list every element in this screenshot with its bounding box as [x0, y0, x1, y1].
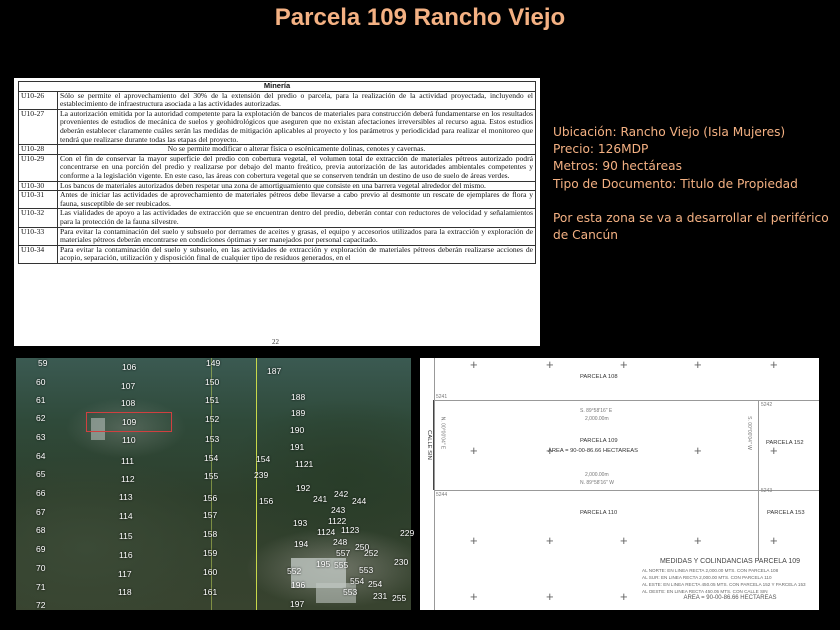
- parcel-number-label: 115: [119, 531, 133, 541]
- parcel-number-label: 151: [205, 395, 220, 405]
- parcel-number-label: 66: [36, 488, 46, 498]
- parcel-number-label: 149: [206, 358, 221, 368]
- parcel-number-label: 106: [122, 362, 137, 372]
- rule-text: Con el fin de conservar la mayor superficie del predio con cobertura vegetal, el volumen total de extracción de materiales pétreos autorizado podrá concentrarse en una porción del predio y realizarse por debajo del manto freático, previa autorización de las autoridades ambientales competentes y conforme a la legislación vigente. En este caso, las áreas con cobertura vegetal que se conserven tendrán un destino de uso de suelo de áreas verdes.: [58, 154, 536, 181]
- parcel-number-label: 116: [119, 550, 133, 560]
- parcel-number-label: 254: [368, 579, 383, 589]
- grid-marker-icon: +: [770, 443, 778, 458]
- note-line: AL ESTE: EN LINEA RECTA 450.05 MTS. CON PARCELA 152 Y PARCELA 153: [642, 582, 806, 587]
- parcel-number-label: 553: [359, 565, 374, 575]
- grid-marker-icon: +: [770, 533, 778, 548]
- plan-line: [434, 400, 819, 401]
- rule-code: U10-34: [19, 245, 58, 263]
- parcel-number-label: 244: [352, 496, 367, 506]
- measurements-notes: [642, 558, 818, 602]
- table-row: [19, 91, 536, 109]
- rule-code: U10-31: [19, 191, 58, 209]
- parcel-number-label: 152: [205, 414, 220, 424]
- parcel-number-label: 255: [392, 593, 407, 603]
- parcel-number-label: 157: [203, 510, 218, 520]
- table-row: [19, 209, 536, 227]
- parcel-number-label: 154: [204, 453, 219, 463]
- parcel-number-label: 230: [394, 557, 409, 567]
- parcel-number-label: 241: [313, 494, 328, 504]
- parcel-number-label: 60: [36, 377, 46, 387]
- parcel-number-label: 553: [343, 587, 358, 597]
- parcel-number-label: 108: [121, 398, 136, 408]
- page-number: 22: [272, 338, 279, 346]
- distance-top: 2,000.00m: [585, 416, 609, 422]
- parcel-number-label: 1121: [295, 459, 314, 469]
- regulations-table: [18, 81, 536, 264]
- parcel-109-area: AREA = 90-00-86.66 HECTAREAS: [548, 448, 638, 454]
- parcel-number-label: 252: [364, 548, 379, 558]
- rule-text: Antes de iniciar las actividades de aprovechamiento de materiales pétreos debe llevarse a cabo previo al desmonte un rescate de ejemplares de flora y fauna, susceptible de ser reubicados.: [58, 191, 536, 209]
- table-row: [19, 154, 536, 181]
- parcel-number-label: 1124: [317, 527, 336, 537]
- marker-5241: 5241: [436, 394, 448, 400]
- property-info: [553, 124, 838, 244]
- note-line: AL OESTE: EN LINEA RECTA 450.05 MTS. CON CALLE SIN: [642, 589, 768, 594]
- parcel-number-label: 59: [38, 358, 48, 368]
- parcel-number-label: 110: [122, 435, 136, 445]
- parcel-number-label: 68: [36, 525, 46, 535]
- boundary-line: [256, 358, 257, 610]
- parcel-number-label: 72: [36, 600, 46, 610]
- note-line: AL NORTE: EN LINEA RECTA 2,000.00 MTS. CON PARCELA 108: [642, 568, 779, 573]
- table-row: [19, 245, 536, 263]
- bearing-top: S. 89°58'16" E: [580, 408, 613, 414]
- plan-line: [433, 400, 434, 490]
- bearing-left: N. 00°00'04" E: [439, 416, 446, 450]
- parcel-number-label: 63: [36, 432, 46, 442]
- rule-text: Las vialidades de apoyo a las actividades de extracción que se encuentran dentro del predio, deberán contar con reductores de velocidad y señalamientos para la protección de la fauna silvestre.: [58, 209, 536, 227]
- parcel-number-label: 195: [316, 559, 331, 569]
- table-row: [19, 145, 536, 155]
- marker-5243: 5243: [761, 488, 773, 494]
- grid-marker-icon: +: [546, 443, 554, 458]
- rule-code: U10-33: [19, 227, 58, 245]
- parcel-number-label: 189: [291, 408, 306, 418]
- marker-5244: 5244: [436, 492, 448, 498]
- plan-line: [758, 400, 759, 560]
- parcel-number-label: 65: [36, 469, 46, 479]
- rule-code: U10-29: [19, 154, 58, 181]
- grid-marker-icon: +: [620, 589, 628, 604]
- parcel-number-label: 188: [291, 392, 306, 402]
- notes-title: MEDIDAS Y COLINDANCIAS PARCELA 109: [659, 558, 801, 565]
- parcel-153-label: PARCELA 153: [767, 510, 805, 516]
- parcel-number-label: 248: [333, 537, 348, 547]
- plan-line: [434, 358, 435, 610]
- grid-marker-icon: +: [470, 533, 478, 548]
- bearing-bottom: N. 89°58'16" W: [580, 480, 614, 486]
- note-line: AL SUR: EN LINEA RECTA 2,000.00 MTS. CON PARCELA 110: [642, 575, 772, 580]
- satellite-map: [16, 358, 415, 610]
- parcel-110-label: PARCELA 110: [580, 510, 618, 516]
- parcel-number-label: 554: [350, 576, 365, 586]
- table-row: [19, 109, 536, 144]
- parcel-109-label: PARCELA 109: [580, 438, 618, 444]
- parcel-number-label: 109: [122, 417, 137, 427]
- parcel-number-label: 107: [121, 381, 136, 391]
- parcel-number-label: 1122: [328, 516, 347, 526]
- parcel-number-label: 112: [121, 474, 135, 484]
- rule-text: La autorización emitida por la autoridad competente para la explotación de bancos de materiales para construcción deberá fundamentarse en los resultados provenientes de estudios de mecánica de suelos y geohidrológicos que aseguren que no existan afectaciones irreversibles al recurso agua. Estos estudios deberán establecer claramente cuáles serán las medidas de mitigación aplicables al proyecto y los parámetros y periodicidad para realizar el monitoreo que tendrá que realizarse durante todas las etapas del proyecto.: [58, 109, 536, 144]
- grid-marker-icon: +: [770, 357, 778, 372]
- parcel-number-label: 250: [355, 542, 370, 552]
- grid-marker-icon: +: [546, 533, 554, 548]
- parcel-152-label: PARCELA 152: [766, 440, 804, 446]
- grid-marker-icon: +: [470, 357, 478, 372]
- grid-marker-icon: +: [470, 589, 478, 604]
- parcel-number-label: 154: [256, 454, 271, 464]
- parcel-number-label: 557: [336, 548, 351, 558]
- grid-marker-icon: +: [694, 357, 702, 372]
- parcel-number-label: 552: [287, 566, 302, 576]
- parcel-number-label: 242: [334, 489, 349, 499]
- grid-marker-icon: +: [546, 357, 554, 372]
- rule-text: Para evitar la contaminación del suelo y subsuelo, en las actividades de extracción y exploración de materiales pétreos deberán realizarse acciones de acopio, separación, utilización y disposición final de cualquier tipo de residuos generados, en el: [58, 245, 536, 263]
- rule-text: Sólo se permite el aprovechamiento del 30% de la extensión del predio o parcela, para la realización de la actividad proyectada, incluyendo el establecimiento de infraestructura asociada a las actividades autorizadas.: [58, 91, 536, 109]
- rule-code: U10-27: [19, 109, 58, 144]
- parcel-number-label: 150: [205, 377, 220, 387]
- parcel-number-label: 117: [118, 569, 132, 579]
- parcel-number-label: 160: [203, 567, 218, 577]
- table-header: Minería: [19, 82, 536, 92]
- rule-code: U10-30: [19, 181, 58, 191]
- parcel-number-label: 193: [293, 518, 308, 528]
- rule-code: U10-26: [19, 91, 58, 109]
- parcel-108-label: PARCELA 108: [580, 374, 618, 380]
- parcel-number-label: 69: [36, 544, 46, 554]
- parcel-number-label: 196: [291, 580, 306, 590]
- note-text: Por esta zona se va a desarrollar el periférico de Cancún: [553, 210, 829, 243]
- price-text: Precio: 126MDP: [553, 142, 649, 157]
- parcel-number-label: 159: [203, 548, 218, 558]
- table-row: [19, 227, 536, 245]
- bearing-right: S. 00°00'04" W: [745, 416, 752, 450]
- parcel-number-label: 153: [205, 434, 220, 444]
- document-type-text: Tipo de Documento: Titulo de Propiedad: [553, 176, 798, 191]
- rule-code: U10-32: [19, 209, 58, 227]
- parcel-number-label: 155: [204, 471, 219, 481]
- area-text: Metros: 90 hectáreas: [553, 159, 682, 174]
- parcel-number-label: 111: [121, 456, 134, 466]
- document-image: [14, 78, 540, 346]
- parcel-number-label: 61: [36, 395, 46, 405]
- survey-plan: [420, 358, 819, 610]
- parcel-number-label: 158: [203, 529, 218, 539]
- parcel-number-label: 113: [119, 492, 133, 502]
- parcel-number-label: 555: [334, 560, 349, 570]
- parcel-number-label: 194: [294, 539, 309, 549]
- parcel-number-label: 67: [36, 507, 46, 517]
- location-text: Ubicación: Rancho Viejo (Isla Mujeres): [553, 125, 786, 139]
- parcel-number-label: 192: [296, 483, 311, 493]
- table-row: [19, 191, 536, 209]
- marker-5242: 5242: [761, 402, 773, 408]
- parcel-number-label: 118: [118, 587, 132, 597]
- parcel-number-label: 239: [254, 470, 269, 480]
- parcel-number-label: 64: [36, 451, 46, 461]
- rule-text: Los bancos de materiales autorizados deben respetar una zona de amortiguamiento que consiste en una barrera vegetal alrededor del mismo.: [58, 181, 536, 191]
- parcel-number-label: 156: [259, 496, 274, 506]
- rule-code: U10-28: [19, 145, 58, 155]
- parcel-number-label: 156: [203, 493, 218, 503]
- grid-marker-icon: +: [694, 533, 702, 548]
- rule-text: No se permite modificar o alterar física o escénicamente dolinas, cenotes y cavernas.: [58, 145, 536, 155]
- grid-marker-icon: +: [620, 533, 628, 548]
- parcel-number-label: 197: [290, 599, 305, 609]
- parcel-number-label: 70: [36, 563, 46, 573]
- page-title: Parcela 109 Rancho Viejo: [274, 4, 566, 31]
- parcel-number-label: 231: [373, 591, 388, 601]
- distance-bottom: 2,000.00m: [585, 472, 609, 478]
- grid-marker-icon: +: [694, 443, 702, 458]
- rule-text: Para evitar la contaminación del suelo y subsuelo por derrames de aceites y grasas, el equipo y accesorios utilizados para la extracción y exploración de materiales pétreos deberán encontrarse en condiciones óptimas y ser manejados por personal capacitado.: [58, 227, 536, 245]
- parcel-number-label: 114: [119, 511, 133, 521]
- parcel-number-label: 1123: [341, 525, 360, 535]
- grid-marker-icon: +: [546, 589, 554, 604]
- grid-marker-icon: +: [620, 357, 628, 372]
- street-label: CALLE SIN: [425, 430, 432, 460]
- parcel-number-label: 71: [36, 582, 46, 592]
- grid-marker-icon: +: [470, 443, 478, 458]
- notes-footer: AREA = 90-00-86.66 HECTAREAS: [683, 595, 777, 601]
- parcel-number-label: 243: [331, 505, 346, 515]
- parcel-number-label: 190: [290, 425, 305, 435]
- parcel-number-label: 161: [203, 587, 218, 597]
- parcel-number-label: 229: [400, 528, 415, 538]
- parcel-number-label: 191: [290, 442, 305, 452]
- parcel-number-label: 62: [36, 413, 46, 423]
- parcel-number-label: 187: [267, 366, 282, 376]
